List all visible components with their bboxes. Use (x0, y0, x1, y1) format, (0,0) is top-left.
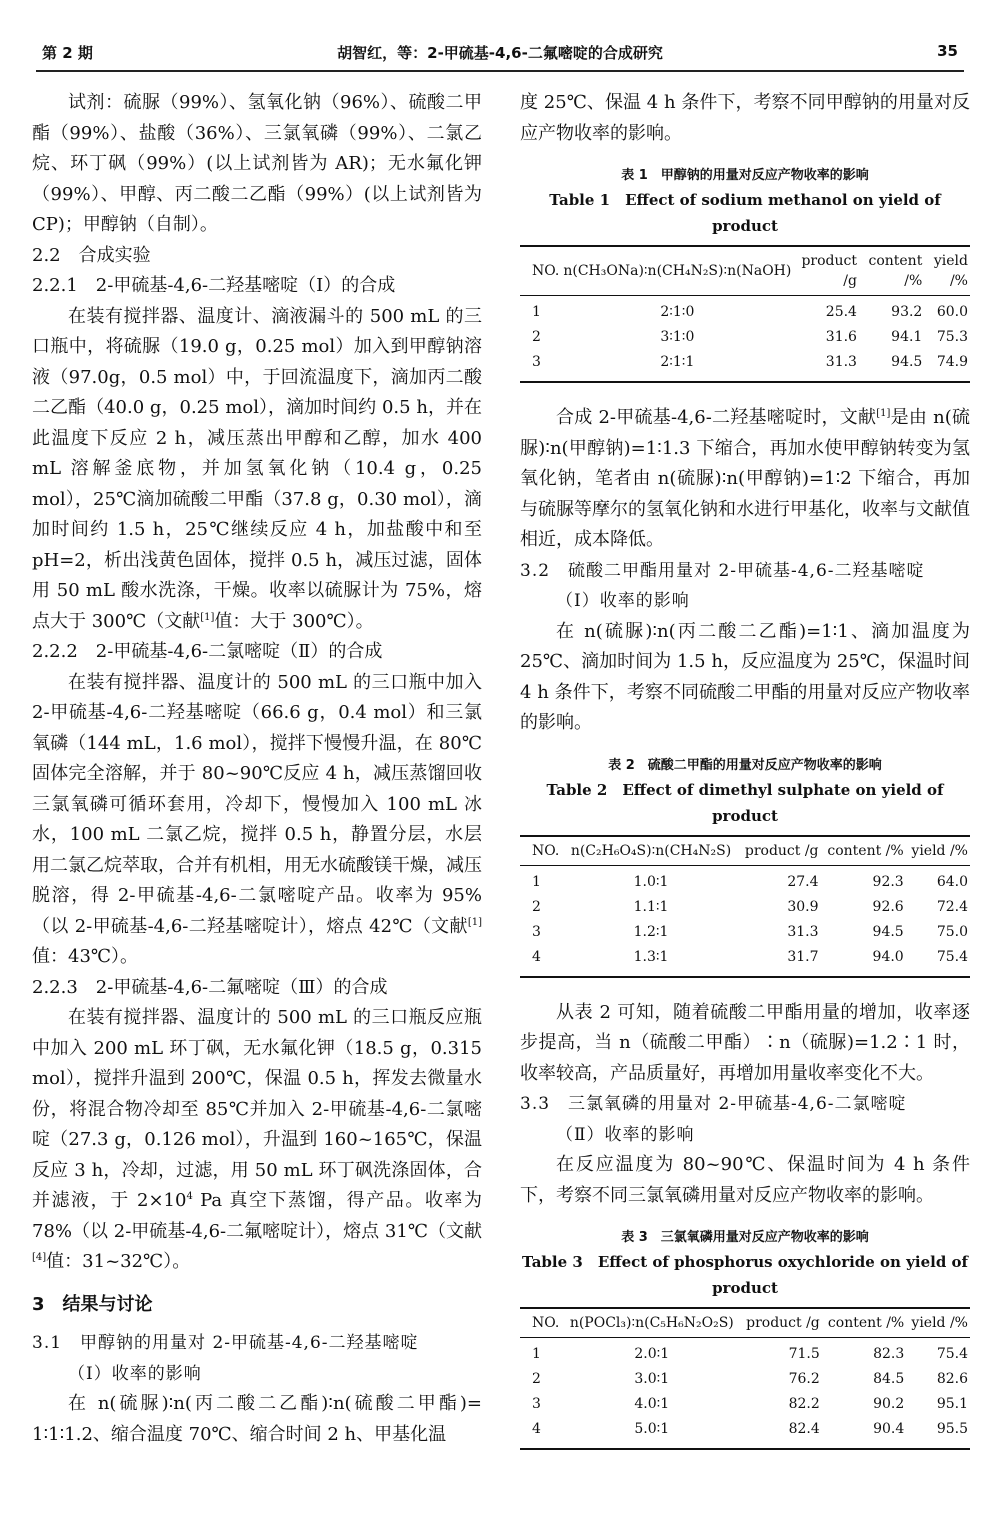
table-1-caption-en: Table 1 Effect of sodium methanol on yield of product (549, 191, 941, 235)
section-3-1-paragraph: 在 n(硫脲)∶n(丙二酸二乙酯)∶n(硫酸二甲酯)= 1∶1∶1.2、缩合温度 70℃、缩合时间 2 h、甲基化温 (32, 1393, 482, 1445)
table-header-cell: NO. (520, 246, 561, 296)
citation: [1] (467, 916, 482, 928)
table-row: 3 4.0∶1 82.2 90.2 95.1 (532, 1396, 968, 1412)
table-1-discussion: 合成 2-甲硫基-4,6-二羟基嘧啶时，文献[1]是由 n(硫脲)∶n(甲醇钠)=1∶1.3 下缩合，再加水使甲醇钠转变为氢氧化钠，笔者由 n(硫脲)∶n(甲醇钠)=1∶2 下缩合，再加与硫脲等摩尔的氢氧化钠和水进行甲基化，收率与文献值相近，成本降低。 (520, 407, 970, 550)
section-2-2-heading: 2.2 合成实验 (32, 244, 151, 266)
table-header-cell: n(POCl₃)∶n(C₅H₆N₂O₂S) (563, 1308, 740, 1338)
table-2-discussion: 从表 2 可知，随着硫酸二甲酯用量的增加，收率逐步提高，当 n（硫酸二甲酯）∶n（硫脲)=1.2∶1 时，收率较高，产品质量好，再增加用量收率变化不大。 (520, 1001, 970, 1084)
section-3-1-paragraph-cont: 度 25℃、保温 4 h 条件下，考察不同甲醇钠的用量对反应产物收率的影响。 (520, 92, 970, 144)
table-row: 1 2.0∶1 71.5 82.3 75.4 (532, 1346, 968, 1362)
table-header-cell: yield /% (906, 1308, 970, 1338)
table-header-cell: yield /% (906, 836, 970, 866)
section-3-heading: 3 结果与讨论 (32, 1293, 153, 1315)
table-2-caption-cn: 表 2 硫酸二甲酯的用量对反应产物收率的影响 (608, 757, 882, 773)
issue-number: 第 2 期 (42, 44, 93, 62)
running-title: 胡智红，等：2-甲硫基-4,6-二氟嘧啶的合成研究 (337, 44, 663, 62)
section-2-2-1-heading: 2.2.1 2-甲硫基-4,6-二羟基嘧啶（Ⅰ）的合成 (32, 275, 396, 296)
left-column (32, 88, 482, 1450)
table-1-caption-cn: 表 1 甲醇钠的用量对反应产物收率的影响 (621, 168, 869, 183)
section-3-1-heading: 3.1 甲醇钠的用量对 2-甲硫基-4,6-二羟基嘧啶 （Ⅰ）收率的影响 (32, 1333, 419, 1384)
right-column (520, 88, 970, 1470)
table-row: 4 5.0∶1 82.4 90.4 95.5 (532, 1421, 968, 1437)
table-3-caption-en: Table 3 Effect of phosphorus oxychloride on yield of product (521, 1253, 969, 1297)
section-2-2-3-heading: 2.2.3 2-甲硫基-4,6-二氟嘧啶（Ⅲ）的合成 (32, 976, 388, 998)
running-header (36, 34, 964, 72)
reagents-paragraph: 试剂：硫脲（99%）、氢氧化钠（96%）、硫酸二甲酯（99%）、盐酸（36%）、三氯氧磷（99%）、二氯乙烷、环丁砜（99%）(以上试剂皆为 AR)；无水氟化钾（99%）、甲醇、丙二酸二乙酯（99%）(以上试剂皆为 CP)；甲醇钠（自制）。 (32, 92, 482, 235)
exponent: 4 (186, 1191, 193, 1202)
table-header-cell: n(C₂H₆O₄S)∶n(CH₄N₂S) (564, 836, 738, 866)
table-1 (520, 245, 970, 383)
section-2-2-2-heading: 2.2.2 2-甲硫基-4,6-二氯嘧啶（Ⅱ）的合成 (32, 641, 383, 662)
table-header-cell: product /g (793, 246, 859, 296)
citation: [4] (32, 1252, 47, 1263)
table-row: 1 2∶1∶0 25.4 93.2 60.0 (532, 304, 968, 320)
table-row: 2 1.1∶1 30.9 92.6 72.4 (532, 898, 968, 915)
table-3 (520, 1307, 970, 1450)
table-header-cell: product /g (740, 1308, 822, 1338)
table-header-cell: n(CH₃ONa)∶n(CH₄N₂S)∶n(NaOH) (561, 246, 793, 296)
table-row: 4 1.3∶1 31.7 94.0 75.4 (532, 948, 968, 965)
table-3-caption-cn: 表 3 三氯氧磷用量对反应产物收率的影响 (621, 1230, 869, 1245)
table-header-cell: content /% (822, 1308, 906, 1338)
section-3-2-heading: 3.2 硫酸二甲酯用量对 2-甲硫基-4,6-二羟基嘧啶 （Ⅰ）收率的影响 (520, 560, 925, 611)
section-3-3-heading: 3.3 三氯氧磷的用量对 2-甲硫基-4,6-二氯嘧啶 （Ⅱ）收率的影响 (520, 1094, 907, 1145)
section-3-3-paragraph: 在反应温度为 80~90℃、保温时间为 4 h 条件下，考察不同三氯氧磷用量对反应产物收率的影响。 (520, 1154, 970, 1206)
table-row: 3 2∶1∶1 31.3 94.5 74.9 (532, 354, 968, 370)
synthesis-2-paragraph: 在装有搅拌器、温度计的 500 mL 的三口瓶中加入 2-甲硫基-4,6-二羟基嘧啶（66.6 g，0.4 mol）和三氯氧磷（144 mL，1.6 mol），搅拌下慢慢升温，在 80℃固体完全溶解，并于 80~90℃反应 4 h，减压蒸馏回收三氯氧磷可循环套用，冷却下，慢慢加入 100 mL 冰水，100 mL 二氯乙烷，搅拌 0.5 h，静置分层，水层用二氯乙烷萃取，合并有机相，用无水硫酸镁干燥，减压脱溶，得 2-甲硫基-4,6-二氯嘧啶产品。收率为 95%（以 2-甲硫基-4,6-二羟基嘧啶计），熔点 42℃（文献[1]值：43℃）。 (32, 671, 482, 967)
citation: [1] (200, 611, 215, 623)
table-row: 3 1.2∶1 31.3 94.5 75.0 (532, 923, 968, 940)
citation: [1] (876, 408, 891, 419)
table-2 (520, 835, 970, 978)
table-header-cell: product /g (738, 836, 820, 866)
table-2-caption-en: Table 2 Effect of dimethyl sulphate on yield of product (546, 780, 944, 825)
table-row: 1 1.0∶1 27.4 92.3 64.0 (532, 873, 968, 890)
table-header-cell: NO. (520, 1308, 563, 1338)
table-header-cell: yield /% (924, 246, 970, 296)
section-3-2-paragraph: 在 n(硫脲)∶n(丙二酸二乙酯)=1∶1、滴加温度为 25℃、滴加时间为 1.5 h，反应温度为 25℃，保温时间 4 h 条件下，考察不同硫酸二甲酯的用量对反应产物收率的影响。 (520, 620, 970, 733)
table-header-cell: NO. (520, 836, 564, 866)
table-row: 2 3.0∶1 76.2 84.5 82.6 (532, 1371, 968, 1387)
table-header-cell: content /% (821, 836, 906, 866)
table-row: 2 3∶1∶0 31.6 94.1 75.3 (532, 329, 968, 345)
synthesis-3-paragraph: 在装有搅拌器、温度计的 500 mL 的三口瓶反应瓶中加入 200 mL 环丁砜，无水氟化钾（18.5 g，0.315 mol），搅拌升温到 200℃，保温 0.5 h，挥发去微量水份，将混合物冷却至 85℃并加入 2-甲硫基-4,6-二氯嘧啶（27.3 g，0.126 mol），升温到 160~165℃，保温反应 3 h，冷却，过滤，用 50 mL 环丁砜洗涤固体，合并滤液，于 $2\times 10^4$ Pa 真空下蒸馏，得产品。收率为 78%（以 2-甲硫基-4,6-二氟嘧啶计），熔点 31℃（文献[4]值：31~32℃）。 (32, 1007, 482, 1272)
page-number: 35 (937, 42, 958, 60)
table-header-cell: content /% (859, 246, 924, 296)
synthesis-1-paragraph: 在装有搅拌器、温度计、滴液漏斗的 500 mL 的三口瓶中，将硫脲（19.0 g，0.25 mol）加入到甲醇钠溶液（97.0g，0.5 mol）中，于回流温度下，滴加丙二酸二乙酯（40.0 g，0.25 mol），滴加时间约 0.5 h，并在此温度下反应 2 h，减压蒸出甲醇和乙醇，加水 400 mL 溶解釜底物，并加氢氧化钠（10.4 g，0.25 mol），25℃滴加硫酸二甲酯（37.8 g，0.30 mol），滴加时间约 1.5 h，25℃继续反应 4 h，加盐酸中和至 pH=2，析出浅黄色固体，搅拌 0.5 h，减压过滤，固体用 50 mL 酸水洗涤，干燥。收率以硫脲计为 75%，熔点大于 300℃（文献[1]值：大于 300℃）。 (32, 305, 482, 632)
